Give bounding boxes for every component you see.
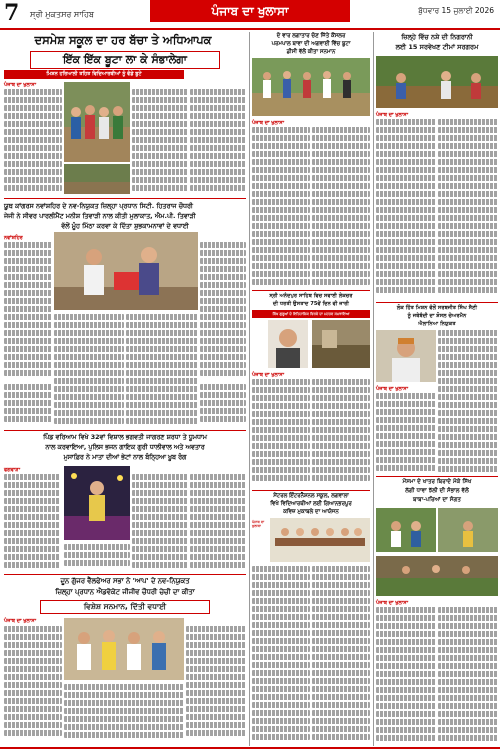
story3-body-col1 [4, 474, 60, 570]
story2-photo [54, 232, 198, 310]
story9-photo [376, 330, 436, 382]
story2-body-col5 [4, 384, 52, 426]
story2-headline-1: ਯੂਥ ਕਾਂਗਰਸ ਨਵਾਂਸ਼ਹਿਰ ਦੇ ਨਵ-ਨਿਯੁਕਤ ਜ਼ਿਲ੍ਹਾ ਪ੍ਰਧਾਨ ਸਿਟੀ. ਹਿਤਰਾਜ ਚੌਧਰੀ [4, 202, 193, 210]
story8-dateline: ਪੰਜਾਬ ਦਾ ਖੁਲਾਸਾ [376, 112, 409, 118]
story1-photo-2 [64, 164, 130, 194]
story5-photo [252, 58, 370, 116]
issue-date: ਬੁੱਧਵਾਰ 15 ਜੁਲਾਈ 2026 [418, 6, 494, 15]
story3-headline-3: ਮੁਸਾਫ਼ਿਰ ਨੇ ਮਾਤਾ ਦੀਆਂ ਭੇਟਾਂ ਨਾਲ ਬੰਨ੍ਹਿਆ ਖੂਬ ਰੰਗ [63, 454, 187, 461]
story3-body-col4 [64, 544, 130, 570]
divider [4, 574, 246, 575]
divider [376, 476, 498, 477]
divider [4, 430, 246, 431]
story2-body-col2 [200, 242, 246, 382]
story2-headline-2: ਜੇਜੀ ਨੇ ਸੀਵਰ ਪਾਰਲੀਮੈਂਟ ਮਨੀਸ਼ ਤਿਵਾੜੀ ਨਾਲ ਕੀਤੀ ਮੁਲਾਕਾਤ, ਐਮ.ਪੀ. ਤਿਵਾੜੀ [4, 212, 196, 220]
story1-body-col3 [190, 89, 246, 193]
story2-body-col4 [126, 314, 198, 426]
story10-body-col1 [376, 607, 436, 745]
column-divider [249, 32, 250, 746]
section-banner: ਪੰਜਾਬ ਦਾ ਖੁਲਾਸਾ [150, 0, 350, 22]
story6-body-col2 [312, 379, 370, 487]
story1-body-col1 [4, 89, 62, 193]
story10-headline-2: ਲੱਗੀ ਧਾਵਾ ਝੱਲੀ ਦੀ ਸੰਭਾਲ ਵੱਲੋਂ [405, 488, 469, 494]
story7-headline-3: ਕਵਿਜ਼ ਮੁਕਾਬਲੇ ਦਾ ਆਯੋਜਨ [283, 509, 339, 515]
story7-body-col2 [312, 566, 370, 744]
story2-body-col3 [54, 314, 124, 426]
story6-photo-site [312, 320, 370, 368]
divider [4, 198, 246, 199]
story8-photo [376, 56, 498, 108]
story7-body-col1 [252, 566, 310, 744]
story4-headline-2: ਜ਼ਿਲ੍ਹਾ ਪ੍ਰਧਾਨ ਐਡਵੋਕੇਟ ਜੀਜੀਵ ਚੌਧਰੀ ਚੇਚੀ ਦਾ ਕੀਤਾ [55, 588, 195, 596]
story10-headline-1: ਮੌਸਮਾ ਦੇ ਖਾਤਰ ਬਿਰਾਦੇ ਮੌਕੇ ਸਿੱਖ [402, 479, 472, 485]
story1-photo [64, 82, 130, 162]
story6-dateline: ਪੰਜਾਬ ਦਾ ਖੁਲਾਸਾ [252, 372, 285, 378]
divider [376, 302, 498, 303]
story3-photo [64, 466, 130, 540]
story3-headline-1: ਪਿੰਡ ਵਰਿਆਮ ਵਿਖੇ 32ਵਾਂ ਵਿਸ਼ਾਲ ਭਗਵਤੀ ਜਾਗਰਣ ਸ਼ਰਧਾ ਤੇ ਧੂਮਧਾਮ [43, 434, 207, 441]
column-divider [373, 32, 374, 746]
story8-body-col2 [438, 119, 498, 299]
story8-body-col1 [376, 119, 436, 299]
story7-headline-1: ਸੇਂਟਰਲ ਇੰਟਰਨੈਸ਼ਨਲ ਸਕੂਲ, ਲਗਵਾਲਾ [273, 493, 349, 499]
story7-headline-2: ਵਿਖੇ ਵਿਦਿਆਰਥੀਆਂ ਲਈ ਗਿਆਨਭਰਪੂਰ [270, 501, 352, 507]
story9-headline-2: ਨੂੰ ਜਥੇਬੰਦੀ ਦਾ ਸ਼ੋਸਲ ਚੇਅਰਮੈਨ [407, 313, 467, 319]
story8-headline-2: ਲਈ 15 ਸਰਵੇਖਣ ਟੀਮਾਂ ਸਰਗਰਮ [395, 43, 479, 51]
story6-photo-portrait [268, 320, 308, 368]
story3-headline-2: ਨਾਲ ਕਰਵਾਇਆ, ਪੁਲਿਸ ਭਜਨ ਗਾਇਕ ਗੁਰੀ ਧਾਲੀਵਾਲ ਅਤੇ ਅਵਤਾਰ [45, 444, 205, 451]
story1-headline-2: ਇੱਕ ਇੱਕ ਬੂਟਾ ਲਾ ਕੇ ਸੰਭਾਲੇਗਾ [30, 51, 220, 69]
story7-dateline: ਪੰਜਾਬ ਦਾ ਖੁਲਾਸਾ [252, 520, 265, 528]
story5-headline-3: ਡੀਸੀ ਵੱਲੋਂ ਕੀਤਾ ਸਨਮਾਨ [286, 49, 336, 55]
story9-headline-1: ਲੋਕ ਹਿੱਤ ਮਿਸ਼ਨ ਵੱਲੋਂ ਸਰਬਜੀਤ ਸਿੰਘ ਸੈਣੀ [396, 305, 478, 311]
story9-headline-3: ਐਲਾਨਿਆ ਨਿਯੁਕਤ [418, 321, 456, 327]
story4-dateline: ਪੰਜਾਬ ਦਾ ਖੁਲਾਸਾ [4, 618, 37, 624]
story10-photo-2 [438, 508, 498, 552]
story4-body-col2 [186, 626, 246, 744]
story10-photo-3 [376, 556, 498, 596]
story2-dateline: ਨਵਾਂਸ਼ਹਿਰ [4, 235, 23, 241]
story4-photo [64, 618, 184, 680]
story4-body-col1 [4, 626, 62, 744]
divider [252, 290, 370, 291]
story5-body-col2 [312, 127, 370, 287]
story9-body-col2 [438, 330, 498, 473]
story10-body-col2 [438, 607, 498, 745]
story5-dateline: ਪੰਜਾਬ ਦਾ ਖੁਲਾਸਾ [252, 120, 285, 126]
story4-body-col3 [64, 684, 184, 744]
story5-headline-2: ਪਰਮਪਾਲ ਬਾਵਾ ਦੀ ਅਗਵਾਈ ਵਿੱਚ ਬੂਟਾ [271, 41, 351, 47]
story2-body-col6 [200, 384, 246, 426]
story5-body-col1 [252, 127, 310, 287]
story10-headline-3: ਬਾਬਾ-ਪਰਿਆਂ ਦਾ ਸੰਗਤ [413, 497, 461, 503]
story2-body-col1 [4, 242, 52, 382]
story2-headline-3: ਵੱਲੋਂ ਮੂੰਹ ਮਿੱਠਾ ਕਰਵਾ ਕੇ ਦਿੱਤਾ ਸ਼ੁਭਕਾਮਨਾਵਾਂ ਦੇ ਵਧਾਈ [61, 222, 189, 230]
story8-headline-1: ਜ਼ਿਲ੍ਹੇ ਵਿੱਚ ਨਸ਼ੇ ਦੀ ਨਿਗਰਾਨੀ [401, 33, 473, 41]
story6-headline-2: ਦੀ ਧਰਤੀ ਉਸਤਾਦ 75ਵੇਂ ਦਿਨ ਵੀ ਜਾਰੀ [273, 301, 349, 307]
story3-body-col2 [132, 474, 188, 570]
story9-body-col1 [376, 393, 436, 473]
masthead [0, 0, 500, 30]
story1-body-col2 [132, 89, 188, 193]
story1-subhead: ਮਿਸ਼ਨ ਹਰਿਆਲੀ ਤਹਿਤ ਵਿਦਿਆਰਥੀਆਂ ਨੂੰ ਵੰਡੇ ਬੂਟੇ [4, 70, 184, 79]
divider [252, 490, 370, 491]
story1-headline-1: ਦਸਮੇਸ਼ ਸਕੂਲ ਦਾ ਹਰ ਬੱਚਾ ਤੇ ਅਧਿਆਪਕ [34, 33, 212, 47]
bottom-rule [0, 747, 500, 749]
story9-dateline: ਪੰਜਾਬ ਦਾ ਖੁਲਾਸਾ [376, 386, 409, 392]
story7-photo [270, 518, 370, 562]
story3-body-col3 [190, 474, 246, 570]
story1-dateline: ਪੰਜਾਬ ਦਾ ਖੁਲਾਸਾ [4, 82, 37, 88]
story6-headline-1: ਸ੍ਰੀ ਅਨੰਦਪੁਰ ਸਾਹਿਬ ਵਿਚ ਸਵਾਈ ਲੇਕਚਰ [269, 293, 353, 299]
story10-dateline: ਪੰਜਾਬ ਦਾ ਖੁਲਾਸਾ [376, 600, 409, 606]
story10-photo-1 [376, 508, 436, 552]
story4-headline-1: ਦੂਨ ਗੁੱਜਰ ਵੈੱਲਫੇਅਰ ਸਭਾ ਨੇ 'ਆਪ' ਦੇ ਨਵ-ਨਿਯੁਕਤ [60, 577, 190, 585]
publication-name: ਸ੍ਰੀ ਮੁਕਤਸਰ ਸਾਹਿਬ [30, 10, 95, 19]
story3-dateline: ਫਗਵਾੜਾ [4, 467, 21, 473]
story4-headline-3: ਵਿਸ਼ੇਸ਼ ਸਨਮਾਨ, ਦਿੱਤੀ ਵਧਾਈ [40, 600, 210, 614]
page-number: 7 [4, 0, 20, 26]
story6-body-col1 [252, 379, 310, 487]
story6-subhead: ਸਿੱਖ ਗੁਰੂਆਂ ਦੇ ਇਤਿਹਾਸਿਕ ਵਿਰਸੇ ਦਾ ਮਹਤਵ ਸਮਝਾਇਆ [252, 310, 370, 318]
story5-headline-1: ਦੋ ਵਾਰ ਲਗਾਤਾਰ ਚੋਣ ਜਿੱਤੇ ਕੌਂਸਲਰ [276, 33, 346, 39]
